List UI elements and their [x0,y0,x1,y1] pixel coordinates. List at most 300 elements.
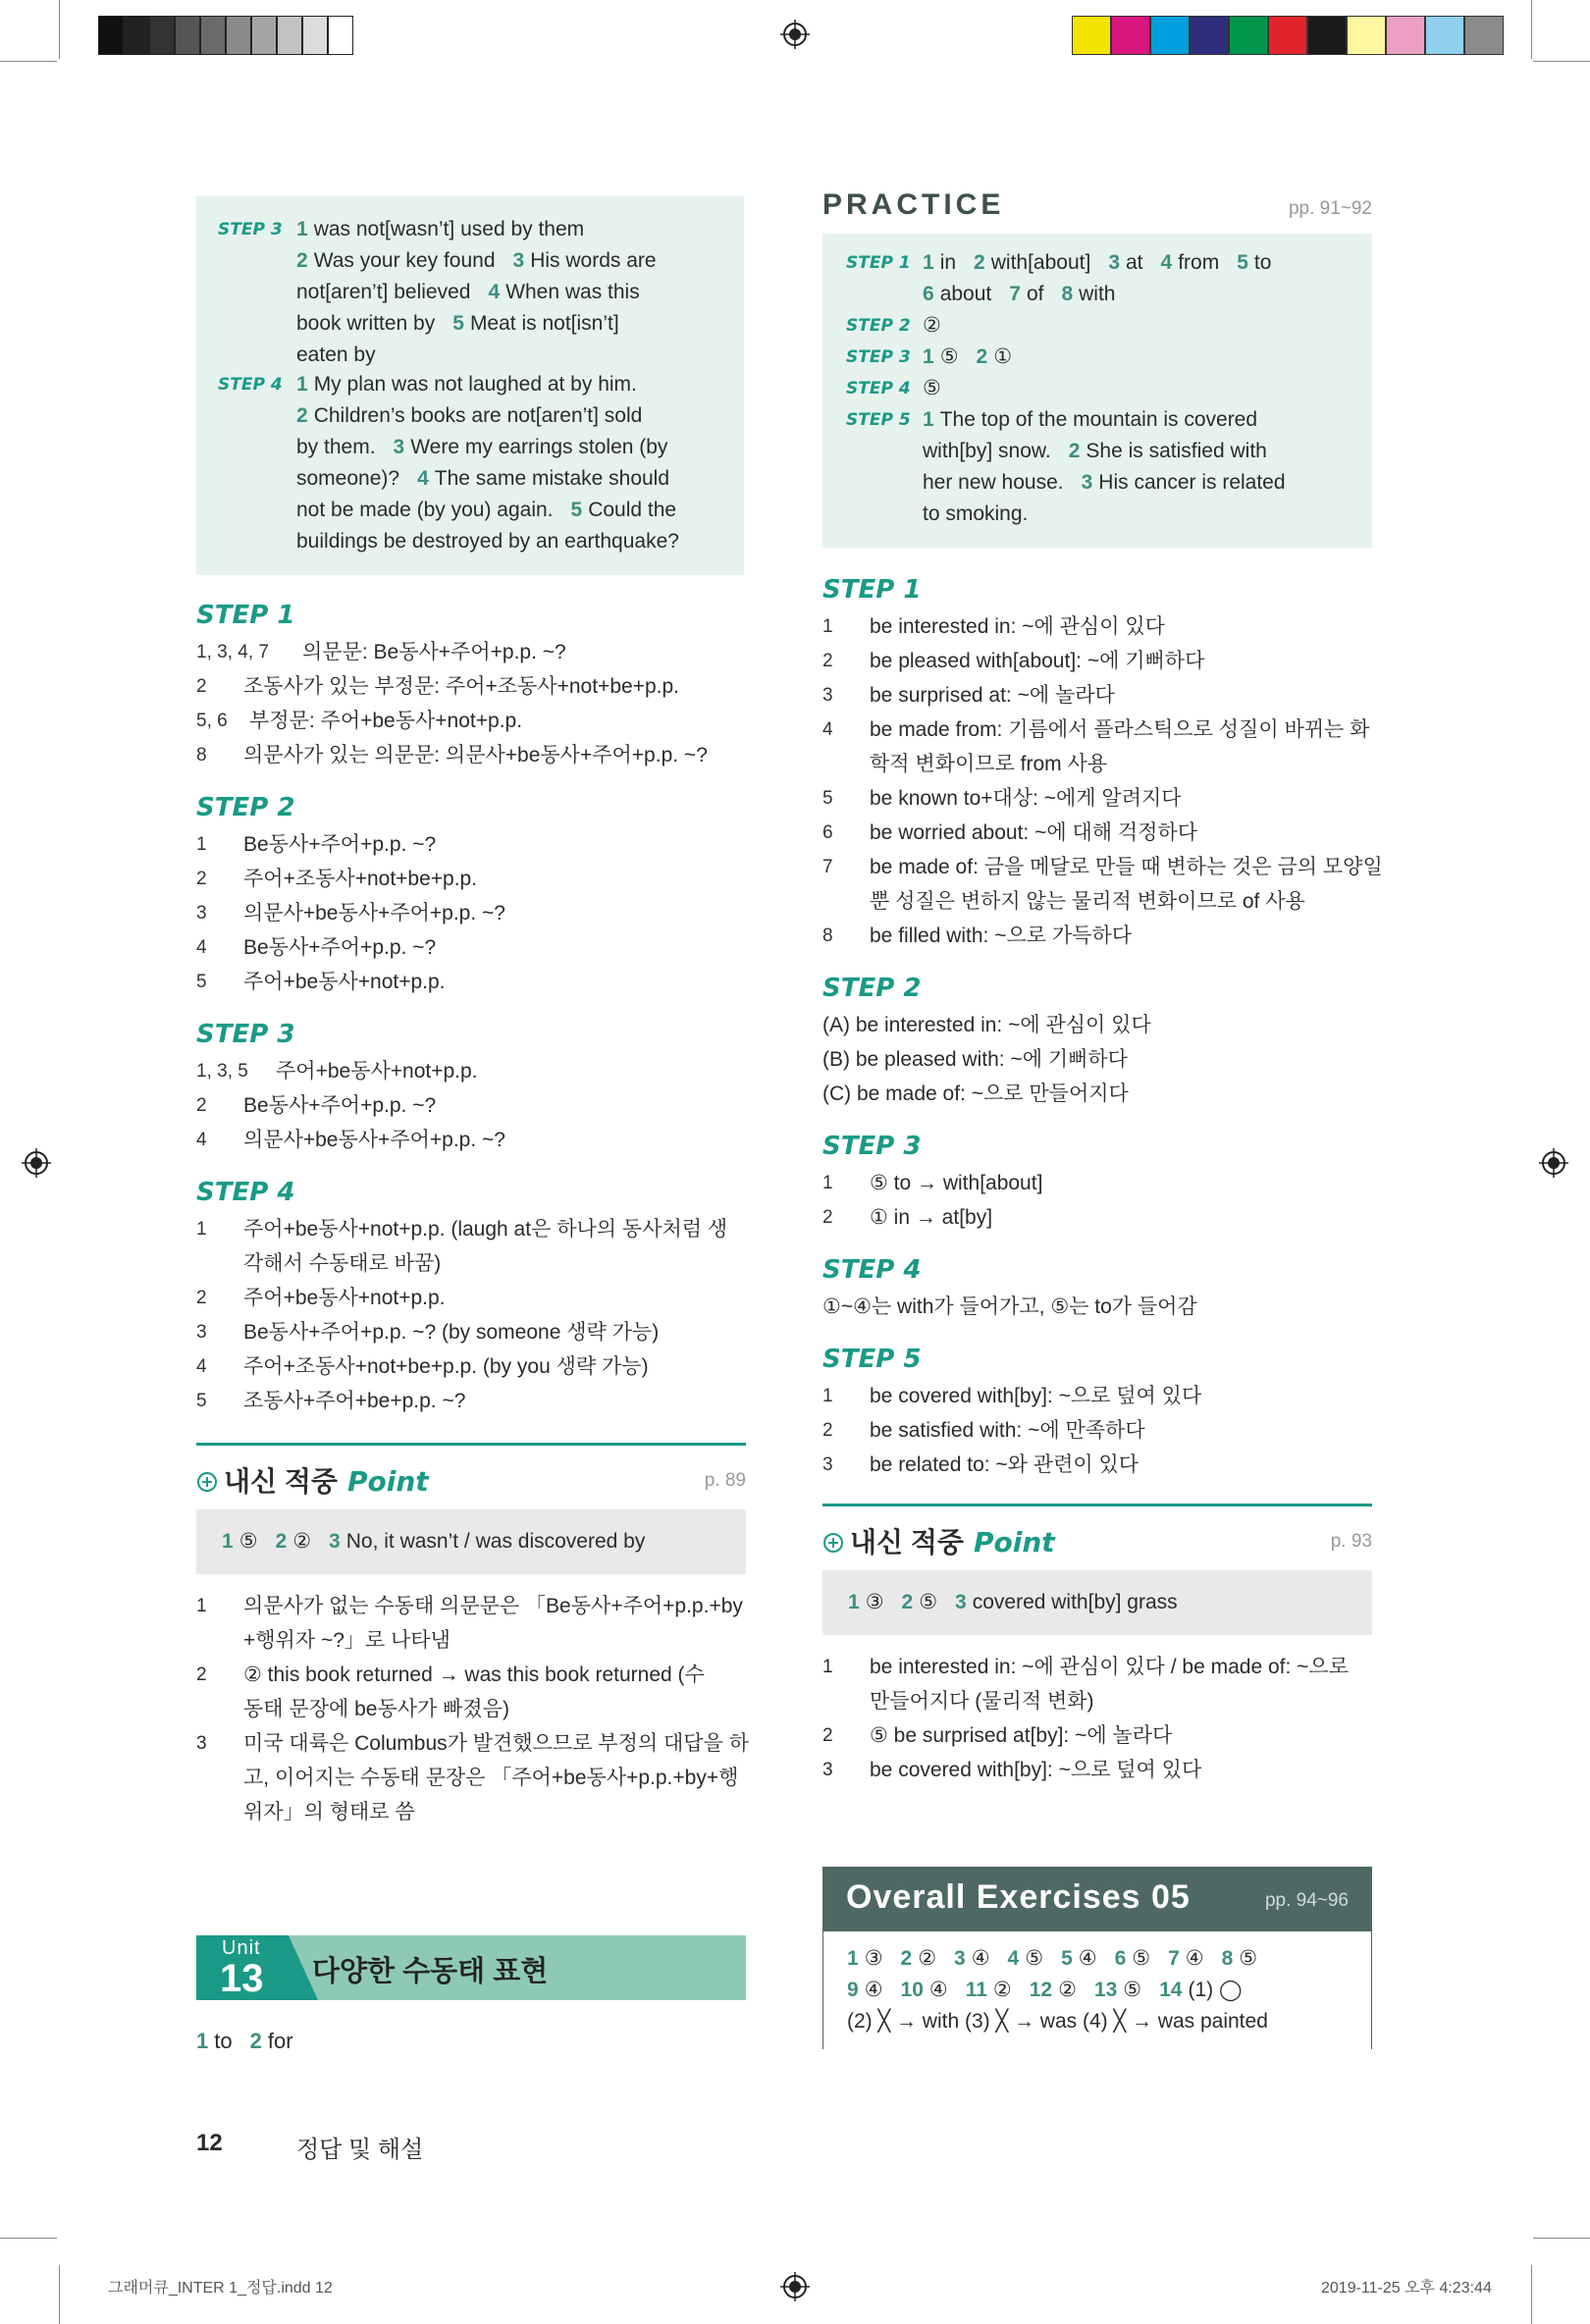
explanation-number: 1 [822,616,833,637]
answer-line [296,308,657,340]
explanation-number: 4 [196,1356,207,1377]
color-swatch [1307,16,1347,55]
answer-item [296,499,554,521]
answer-number: 3 [393,436,405,458]
answer-line [923,310,941,342]
answer-number: 1 [296,218,308,240]
answer-text: When was this [505,281,640,303]
answer-text: ④ [1185,1947,1204,1970]
note-text: be interested in: ~에 관심이 있다 / be made of: ~으로 [870,1656,1349,1678]
explanation-number: 2 [822,1420,833,1441]
page-number: 12 [196,2130,223,2156]
color-swatch [1072,16,1111,55]
crop-mark [0,61,57,62]
answer-number: 3 [1108,251,1120,274]
explanation-text: be worried about: ~에 대해 걱정하다 [870,821,1198,844]
answer-line [222,1526,645,1558]
point-page: p. 93 [1330,1531,1372,1552]
gray-swatch [98,16,124,55]
explanation-text: 부정문: 주어+be동사+not+p.p. [249,710,523,732]
explanation-number: 1 [822,1386,833,1406]
answer-number: 4 [488,281,501,303]
unit-label: Unit [222,1937,261,1959]
explanation-number: 1 [822,1173,833,1193]
answer-text: Were my earrings stolen (by [410,436,668,458]
answer-number: 6 [923,283,934,305]
answer-line [923,373,941,404]
answer-text: No, it wasn’t / was discovered by [345,1530,646,1553]
answer-number: 5 [1237,251,1248,274]
explanation-number: 2 [196,1288,207,1308]
explanation-number: 1 [196,1219,207,1240]
answer-text: The same mistake should [434,467,670,490]
note-number: 3 [822,1760,833,1780]
answer-number: 2 [1068,440,1081,462]
crop-mark [1531,0,1532,59]
page-label: 정답 및 해설 [296,2137,424,2163]
answer-item [923,377,941,399]
explanation-number: 8 [822,925,833,946]
answer-line [923,467,1286,499]
answer-number: 1 [296,373,308,396]
step-label: STEP 3 [218,220,283,239]
explanation-number: 3 [196,903,207,924]
practice-pages: pp. 91~92 [1288,198,1372,219]
answer-text: with[by] snow. [923,440,1051,462]
crop-mark [1533,2238,1590,2239]
answer-number: 4 [1007,1947,1020,1970]
registration-mark-icon [780,20,810,49]
explanation-text: Be동사+주어+p.p. ~? (by someone 생략 가능) [243,1321,660,1344]
answer-text: to [214,2029,233,2053]
explanation-text: 뿐 성질은 변하지 않는 물리적 변화이므로 of 사용 [870,890,1305,913]
answer-number: 10 [900,1979,924,2001]
answer-item [974,251,1090,274]
note-text: be covered with[by]: ~으로 덮여 있다 [870,1759,1202,1781]
note-number: 2 [822,1725,833,1746]
section-heading: STEP 3 [822,1132,922,1161]
answer-item [296,467,399,490]
answer-line [296,495,679,526]
answer-text: ⑤ [939,345,959,368]
answer-text: buildings be destroyed by an earthquake? [296,530,679,553]
explanation-number: 3 [822,1454,833,1475]
answer-number: 2 [249,2029,262,2053]
answer-text: ⑤ [1132,1947,1151,1970]
answer-text: Children’s books are not[aren’t] sold [313,404,643,427]
note-text: 의문사가 없는 수동태 의문문은 「Be동사+주어+p.p.+by [243,1595,743,1617]
answer-number: 3 [954,1947,966,1970]
answer-number: 13 [1093,1979,1118,2001]
answer-text: ② [292,1530,312,1553]
note-number: 1 [822,1657,833,1677]
answer-number: 9 [847,1979,859,2001]
answer-text: (1) ◯ [1188,1979,1243,2001]
practice-step-label: STEP 2 [846,316,911,336]
answer-text: Meat is not[isn’t] [469,312,619,335]
answer-item [1237,251,1271,274]
answer-number: 1 [923,408,934,431]
crop-mark [1531,2265,1532,2324]
answer-item [848,1591,884,1613]
answer-item [955,1591,1178,1613]
answer-item [222,1530,258,1553]
answer-item [1168,1947,1204,1970]
answer-text: in [939,251,957,274]
explanation-number: 5 [196,1391,207,1411]
color-swatch [1464,16,1504,55]
section-heading: STEP 1 [196,601,295,630]
explanation-text: 의문사가 있는 의문문: 의문사+be동사+주어+p.p. ~? [243,744,708,766]
answer-number: 7 [1009,283,1021,305]
answer-number: 2 [296,249,308,272]
answer-text: from [1178,251,1220,274]
answer-number: 1 [222,1530,234,1553]
overall-title: Overall Exercises 05 [846,1878,1191,1916]
overall-pages: pp. 94~96 [1264,1890,1349,1911]
point-answer-box [196,1509,746,1574]
answer-text: at [1126,251,1143,274]
explanation-text: be satisfied with: ~에 만족하다 [870,1419,1145,1442]
gray-swatch [124,16,149,55]
point-title [196,1460,429,1500]
color-swatch [1150,16,1190,55]
unit-title: 다양한 수동태 표현 [312,1956,549,1987]
registration-mark-icon [22,1148,51,1178]
color-swatch [1229,16,1268,55]
answer-number: 3 [955,1591,967,1613]
practice-answer-box [822,234,1372,548]
gray-swatch [175,16,200,55]
overall-header [822,1867,1372,1931]
explanation-text: be filled with: ~으로 가득하다 [870,924,1133,947]
answer-text: My plan was not laughed at by him. [313,373,637,396]
answer-text: not be made (by you) again. [296,499,554,521]
explanation-text: 학적 변화이므로 from 사용 [870,753,1108,775]
explanation-text: Be동사+주어+p.p. ~? [243,936,437,959]
explanation-number: 1, 3, 5 [196,1061,248,1082]
answer-item [847,1979,883,2001]
explanation-row: (C) be made of: ~으로 만들어지다 [822,1083,1129,1105]
answer-text: ④ [1078,1947,1097,1970]
answer-text: someone)? [296,467,400,490]
answer-number: 11 [965,1979,987,2001]
answer-item [923,502,1028,525]
explanation-text: Be동사+주어+p.p. ~? [243,833,437,856]
explanation-number: 1 [196,834,207,855]
answer-number: 2 [900,1947,913,1970]
answer-line [296,526,679,557]
explanation-number: 2 [822,1207,833,1228]
practice-title: PRACTICE [822,188,1005,221]
answer-number: 14 [1159,1979,1183,2001]
step-answers [296,214,657,371]
explanation-number: 2 [196,869,207,889]
answer-number: 2 [296,404,308,427]
answer-item [847,1947,883,1970]
explanation-number: 8 [196,745,207,766]
answer-number: 3 [329,1530,341,1553]
answer-item [296,436,376,458]
crop-mark [1533,61,1590,62]
explanation-text: 의문사+be동사+주어+p.p. ~? [243,902,505,924]
gray-swatch [226,16,251,55]
crop-mark [59,2265,60,2324]
color-swatch [1111,16,1150,55]
section-heading: STEP 5 [822,1345,922,1374]
answer-item [977,345,1013,368]
section-heading: STEP 2 [196,793,295,822]
note-text: 미국 대륙은 Columbus가 발견했으므로 부정의 대답을 하 [243,1732,749,1755]
answer-item [296,249,496,272]
target-icon [822,1532,844,1554]
color-swatch [1190,16,1229,55]
answer-item [923,408,1257,431]
answer-number: 2 [976,345,988,368]
note-text: 동태 문장에 be동사가 빠졌음) [243,1698,510,1720]
note-text: 만들어지다 (물리적 변화) [870,1690,1094,1713]
file-info: 그래머큐_INTER 1_정답.indd 12 [108,2280,333,2297]
explanation-row: (A) be interested in: ~에 관심이 있다 [822,1014,1151,1036]
answer-text: ② [1058,1979,1077,2001]
explanation-row: ①~④는 with가 들어가고, ⑤는 to가 들어감 [822,1295,1197,1318]
explanation-text: 의문사+be동사+주어+p.p. ~? [243,1129,505,1151]
answer-item [923,283,991,305]
color-swatch [1268,16,1307,55]
overall-answers [847,1943,1357,2037]
answer-item [1108,251,1142,274]
answer-text: ⑤ [238,1530,258,1553]
answer-item [296,281,470,303]
answer-item [1009,283,1043,305]
answer-item [329,1530,645,1553]
answer-number: 7 [1168,1947,1180,1970]
answer-text: ② [992,1979,1012,2001]
answer-number: 5 [1061,1947,1073,1970]
answer-line [923,404,1257,436]
answer-item [452,312,618,335]
explanation-number: 6 [822,822,833,843]
answer-line [923,342,1012,373]
answer-text: to [1253,251,1272,274]
note-number: 2 [196,1664,207,1685]
note-text: ⑤ be surprised at[by]: ~에 놀라다 [870,1724,1173,1747]
answer-item [923,251,956,274]
left-answer-box [196,196,744,575]
section-heading: STEP 2 [822,974,922,1003]
answer-item [966,1979,1012,2001]
answer-line [847,1975,1357,2006]
answer-text: covered with[by] grass [972,1591,1178,1613]
explanation-text: 주어+조동사+not+be+p.p. [243,868,478,890]
answer-line [296,369,679,400]
step-answers [296,369,679,557]
explanation-number: 2 [822,651,833,671]
answer-text: ⑤ [1123,1979,1142,2001]
explanation-number: 1, 3, 4, 7 [196,642,269,662]
answer-item [902,1591,938,1613]
section-heading: STEP 4 [196,1178,295,1207]
explanation-text: 각해서 수동태로 바꿈) [243,1252,442,1275]
answer-text: Could the [588,499,677,521]
note-text: +행위자 ~?」로 나타냄 [243,1629,450,1652]
answer-item [296,343,376,366]
answer-line [923,436,1267,467]
unit-banner [196,1935,746,2000]
answer-item [1161,251,1220,274]
answer-item [513,249,657,272]
answer-item [1115,1947,1151,1970]
point-title-kr: 내신 적중 [850,1527,964,1558]
explanation-text: be made of: 금을 메달로 만들 때 변하는 것은 금의 모양일 [870,856,1383,878]
color-swatch [1386,16,1425,55]
answer-text: ⑤ [919,1591,938,1613]
answer-text: ④ [928,1979,948,2001]
practice-step-label: STEP 1 [846,253,911,273]
explanation-number: 2 [196,1095,207,1116]
timestamp: 2019-11-25 오후 4:23:44 [1321,2280,1492,2297]
explanation-text: be known to+대상: ~에게 알려지다 [870,787,1182,810]
answer-number: 1 [196,2029,209,2053]
explanation-number: 5, 6 [196,711,228,731]
answer-item [488,281,639,303]
answer-item [1094,1979,1141,2001]
color-swatch [1425,16,1464,55]
explanation-text: 주어+be동사+not+p.p. [276,1060,478,1083]
crop-mark [59,0,60,59]
answer-number: 6 [1114,1947,1127,1970]
answer-line [847,2006,1357,2037]
explanation-row: (B) be pleased with: ~에 기뻐하다 [822,1048,1128,1071]
explanation-text: be covered with[by]: ~으로 덮여 있다 [870,1385,1202,1407]
explanation-number: 5 [196,972,207,992]
answer-line [847,1943,1357,1975]
answer-text: ① [993,345,1013,368]
answer-item [276,1530,312,1553]
answer-item [901,1979,948,2001]
answer-number: 2 [275,1530,288,1553]
answer-number: 4 [1160,251,1173,274]
point-page: p. 89 [704,1470,746,1491]
explanation-text: ⑤ to → with[about] [870,1172,1043,1194]
answer-item [394,436,668,458]
answer-text: ③ [864,1947,883,1970]
answer-text: her new house. [923,471,1064,494]
answer-text: was not[wasn’t] used by them [313,218,585,240]
answer-item [847,2010,1268,2033]
answer-item [296,373,637,396]
answer-item [1061,1947,1097,1970]
answer-text: to smoking. [923,502,1029,525]
answer-line [196,2026,293,2057]
overall-exercises [822,1867,1372,2049]
answer-item [1030,1979,1077,2001]
answer-number: 4 [417,467,429,490]
gray-swatch [200,16,226,55]
explanation-row-cont [243,1249,441,1279]
answer-item [250,2029,293,2053]
explanation-text: ① in → at[by] [870,1206,993,1229]
answer-text: ⑤ [923,377,941,399]
explanation-text: be made from: 기름에서 플라스틱으로 성질이 바뀌는 화 [870,718,1370,741]
answer-item [296,312,435,335]
step-label: STEP 4 [218,375,283,395]
point-answer-box [822,1570,1372,1635]
answer-line [923,499,1028,530]
practice-step-label: STEP 4 [846,379,911,398]
answer-item [901,1947,937,1970]
answer-text: His cancer is related [1098,471,1286,494]
answer-number: 1 [923,251,934,274]
answer-number: 2 [974,251,985,274]
answer-number: 5 [570,499,583,521]
answer-text: book written by [296,312,436,335]
explanation-text: 주어+be동사+not+p.p. (laugh at은 하나의 동사처럼 생 [243,1218,728,1241]
note-number: 3 [196,1733,207,1754]
answer-number: 12 [1029,1979,1053,2001]
explanation-text: 조동사가 있는 부정문: 주어+조동사+not+be+p.p. [243,675,679,698]
explanation-text: be interested in: ~에 관심이 있다 [870,615,1165,638]
point-title-kr: 내신 적중 [224,1466,338,1497]
answer-line [296,340,657,371]
explanation-number: 4 [822,719,833,740]
answer-text: (2) ╳ → with (3) ╳ → was (4) ╳ → was painted [847,2010,1268,2033]
answer-item [1082,471,1286,494]
answer-line [923,247,1271,279]
unit-number: 13 [220,1957,264,2000]
gray-swatch [302,16,328,55]
answer-item [417,467,669,490]
answer-line [296,277,657,308]
answer-text: ③ [865,1591,884,1613]
note-text: ② this book returned → was this book returned (수 [243,1664,705,1686]
answer-line [848,1587,1178,1618]
explanation-row-cont [870,750,1107,779]
answer-line [923,279,1116,310]
answer-text: ④ [864,1979,883,2001]
answer-line [296,245,657,277]
section-heading: STEP 1 [822,575,922,605]
answer-number: 3 [512,249,525,272]
answer-number: 8 [1221,1947,1234,1970]
answer-item [296,218,584,240]
color-swatch [1347,16,1386,55]
unit-answers [196,2026,293,2057]
explanation-number: 2 [196,676,207,697]
answer-line [296,214,657,245]
section-heading: STEP 3 [196,1020,295,1049]
answer-item [1061,283,1115,305]
answer-text: with [1079,283,1116,305]
answer-item [571,499,677,521]
answer-text: not[aren’t] believed [296,281,471,303]
explanation-number: 4 [196,1130,207,1150]
answer-text: eaten by [296,343,376,366]
answer-text: ② [918,1947,937,1970]
explanation-number: 5 [822,788,833,809]
explanation-text: Be동사+주어+p.p. ~? [243,1094,437,1117]
overall-body [822,1931,1372,2049]
explanation-text: 주어+be동사+not+p.p. [243,971,446,993]
answer-item [296,530,679,553]
answer-line [296,432,679,463]
explanation-row-cont [870,887,1305,917]
answer-number: 2 [901,1591,914,1613]
registration-mark-icon [780,2272,810,2301]
answer-text: Was your key found [313,249,496,272]
answer-number: 3 [1081,471,1093,494]
answer-line [296,463,679,495]
